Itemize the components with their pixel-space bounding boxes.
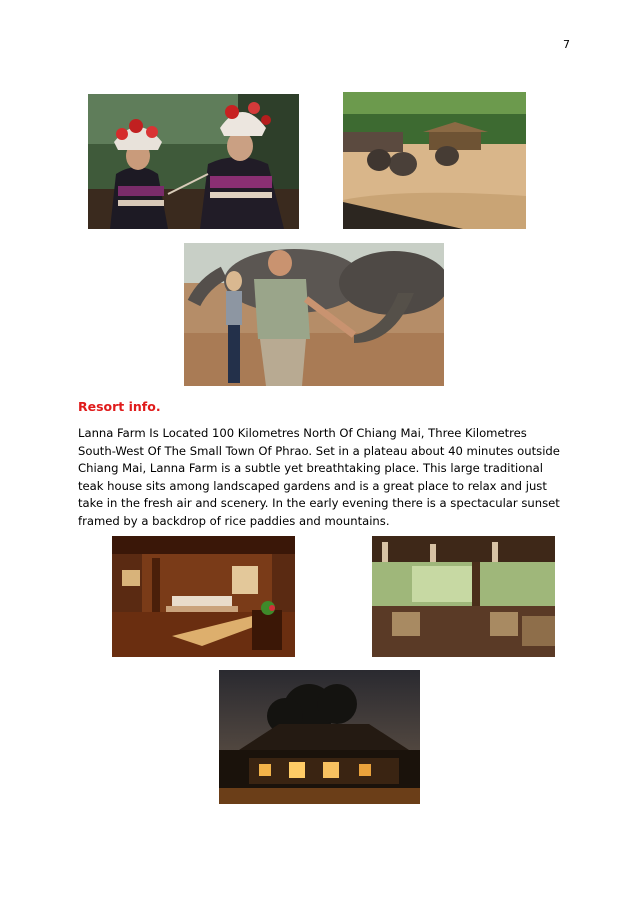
elephant-feeding-photo bbox=[184, 243, 444, 386]
resort-description: Lanna Farm Is Located 100 Kilometres North Of Chiang Mai, Three Kilometres South-West Of The Small Town Of Phrao. Set in a plateau about 40 minutes outside Chiang Mai, Lanna Farm is a subtle yet breathtaking place. This large traditional teak house sits among landscaped gardens and is a great place to relax and just take in the fresh air and scenery. In the early evening there is a spectacular sunset framed by a backdrop of rice paddies and mountains. bbox=[78, 426, 560, 528]
page-number: 7 bbox=[563, 38, 570, 51]
teak-house-dusk-photo bbox=[219, 670, 420, 804]
section-heading: Resort info. bbox=[78, 399, 161, 414]
bedroom-interior-photo bbox=[112, 536, 295, 657]
hill-tribe-women-photo bbox=[88, 94, 299, 229]
open-air-lounge-photo bbox=[372, 536, 555, 657]
elephant-show-photo bbox=[343, 92, 526, 229]
